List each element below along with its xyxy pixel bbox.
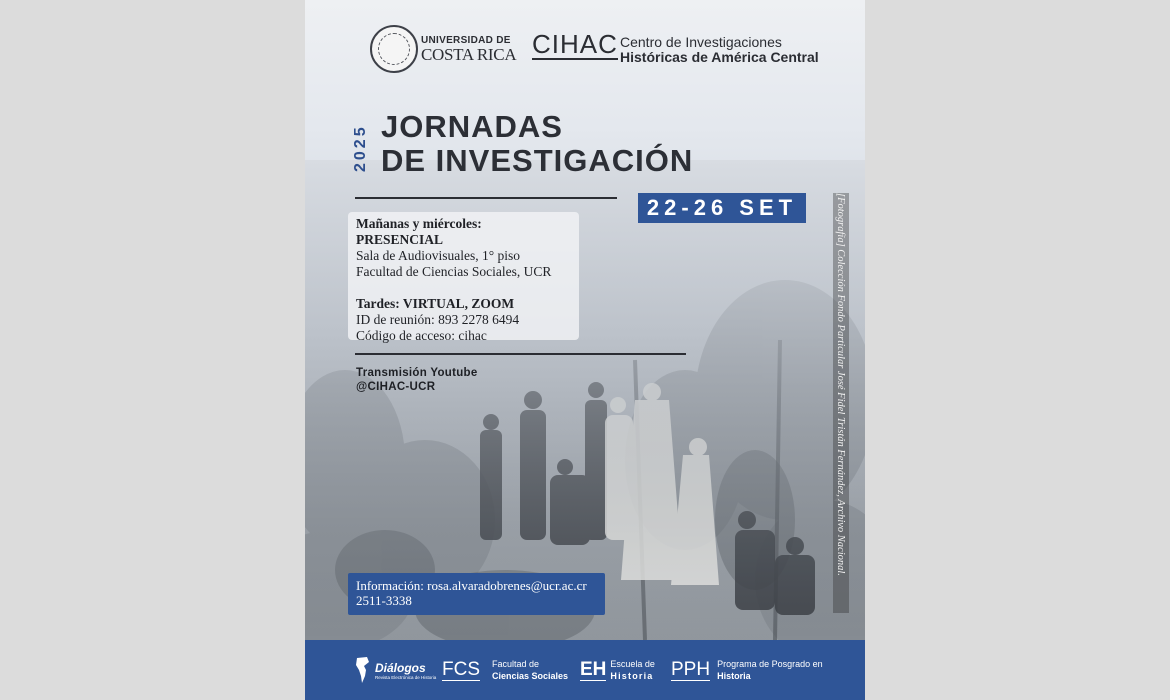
schedule-box [348, 212, 579, 343]
youtube-stream-label: Transmisión Youtube [356, 367, 478, 379]
photo-credit [833, 193, 849, 613]
photo-credit-text: [Fotografía] Colección Fondo Particular José Fidel Tristán Fernández, Archivo Nacional. [835, 193, 846, 576]
ucr-logo [421, 36, 516, 63]
pph-line1: Programa de Posgrado en [717, 659, 823, 669]
ucr-logo-line1: UNIVERSIDAD DE [421, 35, 511, 46]
event-title-line2: DE INVESTIGACIÓN [381, 143, 694, 178]
event-title [381, 110, 693, 178]
fcs-logo [442, 640, 568, 700]
ucr-logo-line2: COSTA RICA [421, 45, 517, 64]
pph-line2: Historia [717, 671, 751, 681]
dialogos-name: Diálogos [375, 660, 426, 675]
cihac-logo-name [620, 35, 819, 66]
cihac-logo-mark: CIHAC [532, 29, 618, 59]
divider [355, 353, 686, 355]
americas-map-icon [355, 656, 371, 684]
pph-logo [671, 640, 823, 700]
youtube-stream-info [356, 366, 478, 394]
eh-line1: Escuela de [610, 659, 655, 669]
dialogos-subtitle: Revista Electrónica de Historia [375, 674, 437, 680]
divider [355, 197, 617, 199]
zoom-meeting-id: ID de reunión: 893 2278 6494 [356, 312, 520, 327]
fcs-line2: Ciencias Sociales [492, 671, 569, 681]
footer-logos [305, 640, 865, 700]
event-poster [305, 0, 865, 700]
fcs-line1: Facultad de [492, 659, 540, 669]
cihac-name-line2: Históricas de América Central [620, 49, 819, 66]
youtube-channel: @CIHAC-UCR [356, 381, 436, 393]
cihac-name-line1: Centro de Investigaciones [620, 34, 782, 50]
eh-logo [580, 640, 655, 700]
morning-place-room: Sala de Audiovisuales, 1° piso [356, 248, 521, 263]
eh-mark: EH [580, 658, 607, 680]
event-title-line1: JORNADAS [381, 109, 563, 144]
zoom-access-code: Código de acceso: cihac [356, 328, 487, 343]
ucr-seal-icon [370, 25, 418, 73]
dialogos-logo [355, 640, 436, 700]
event-year: 2025 [352, 124, 369, 172]
fcs-mark: FCS [442, 658, 480, 680]
morning-heading: Mañanas y miércoles: PRESENCIAL [356, 216, 482, 247]
eh-line2: Historia [610, 671, 654, 681]
contact-email: Información: rosa.alvaradobrenes@ucr.ac.cr [356, 578, 587, 593]
morning-place-faculty: Facultad de Ciencias Sociales, UCR [356, 264, 552, 279]
contact-box [348, 573, 605, 615]
afternoon-heading: Tardes: VIRTUAL, ZOOM [356, 296, 515, 311]
event-dates-badge: 22-26 SET [638, 193, 806, 223]
pph-mark: PPH [671, 658, 711, 680]
contact-phone: 2511-3338 [356, 593, 412, 608]
